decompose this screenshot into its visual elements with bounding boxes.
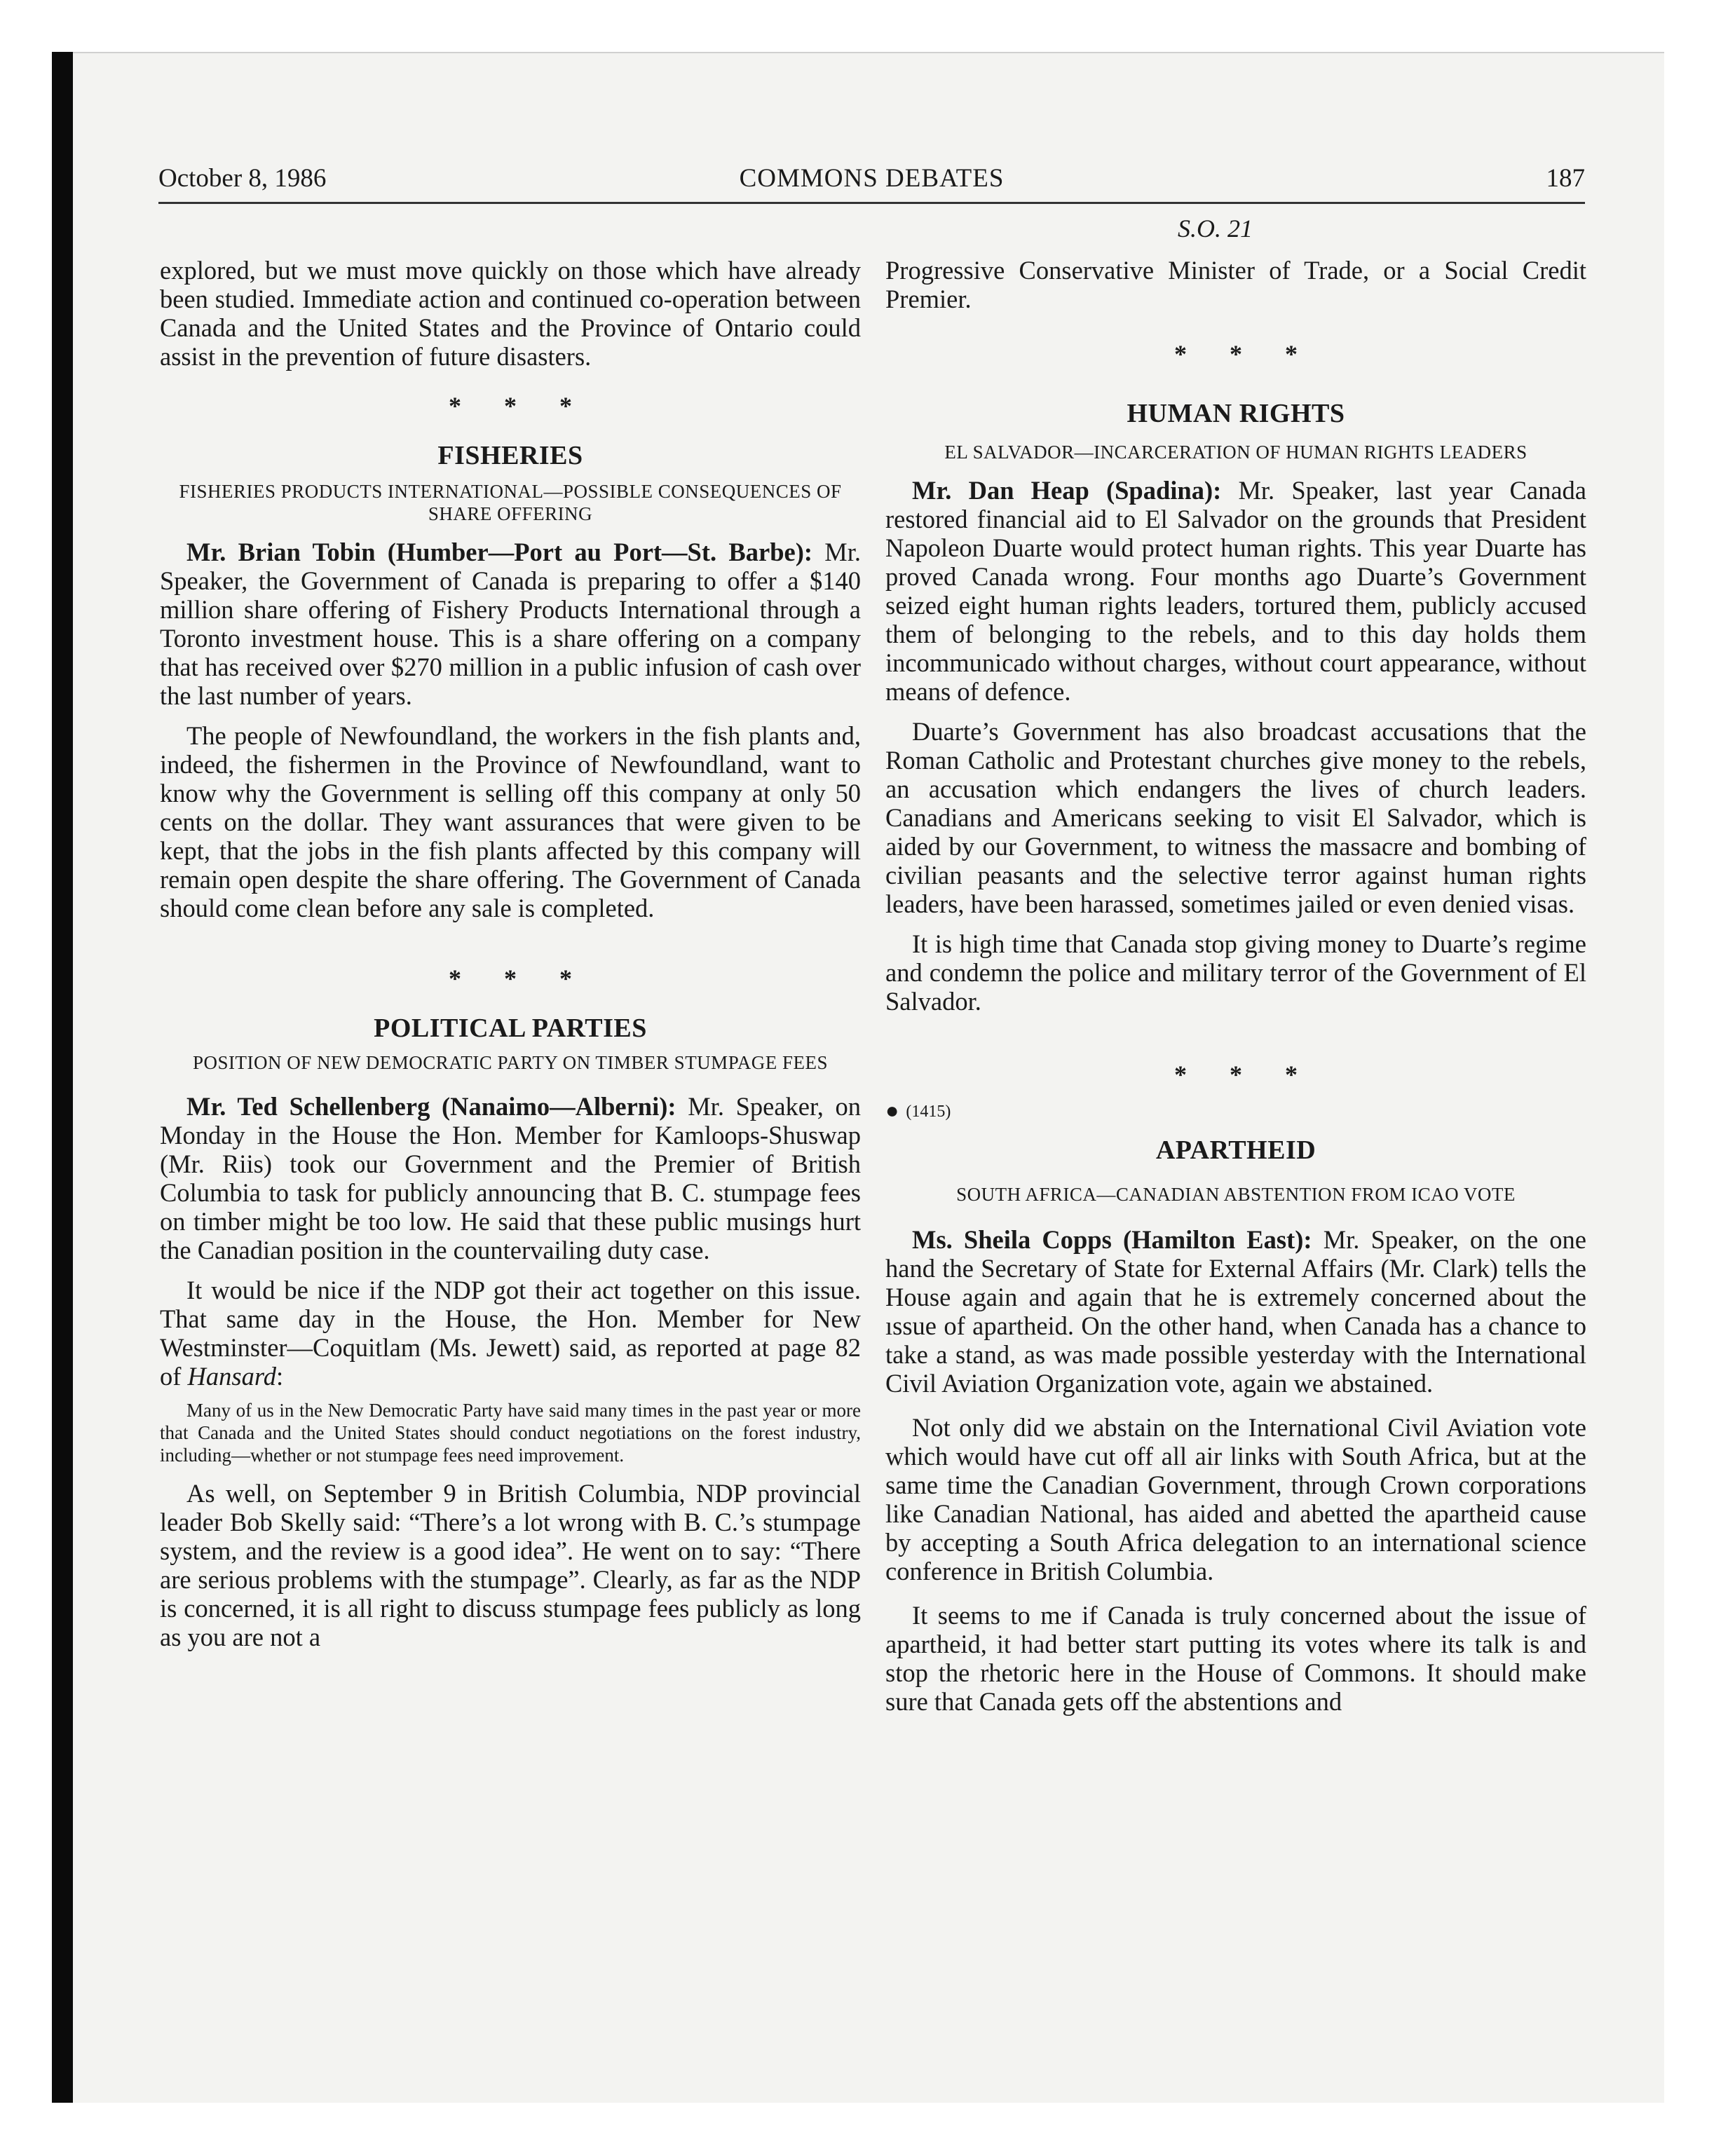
- speaker-name: Mr. Ted Schellenberg (Nanaimo—Alberni):: [186, 1092, 676, 1121]
- section-heading-apartheid: APARTHEID: [1155, 1135, 1316, 1165]
- running-header: [158, 160, 1585, 204]
- speech-paragraph: It is high time that Canada stop giving money to Duarte’s regime and condemn the police and military terror of the Government of El Salvador.: [885, 929, 1586, 1016]
- speech-text: Mr. Speaker, on Monday in the House the Hon. Member for Kamloops-Shuswap (Mr. Riis) took our Government and the Premier of British Columbia to task for publicly announcing that B. C. stumpage fees on timber might be too low. He said that these public musings hurt the Canadian position in the countervailing duty case.: [160, 1092, 861, 1264]
- subheading-apartheid: SOUTH AFRICA—CANADIAN ABSTENTION FROM ICAO VOTE: [956, 1184, 1516, 1205]
- speech-paragraph: The people of Newfoundland, the workers in the fish plants and, indeed, the fishermen in the Province of Newfoundland, want to know why the Government is selling off this company at only 50 cents on the dollar. They want assurances that were given to be kept, that the jobs in the fish plants affected by this company will remain open despite the share offering. The Government of Canada should come clean before any sale is completed.: [160, 721, 861, 922]
- header-page-number: 187: [1546, 164, 1585, 193]
- speech-paragraph: [160, 1276, 861, 1391]
- section-separator: * * *: [1174, 1060, 1316, 1089]
- continued-paragraph: explored, but we must move quickly on those which have already been studied. Immediate action and continued co-operation between Canada and the United States and the Province of Ontario could assist in the prevention of future disasters.: [160, 256, 861, 371]
- hansard-reference: Hansard: [187, 1362, 276, 1391]
- speaker-name: Mr. Brian Tobin (Humber—Port au Port—St. Barbe):: [186, 538, 812, 566]
- speech-paragraph: Not only did we abstain on the International Civil Aviation vote which would have cut off all air links with South Africa, but at the same time the Canadian Government, through Crown corporations like Canadian National, has aided and abetted the apartheid cause by accepting a South Africa delegation to an international science conference in British Columbia.: [885, 1413, 1586, 1585]
- speech-text: Mr. Speaker, the Government of Canada is preparing to offer a $140 million share offering of Fishery Products International through a Toronto investment house. This is a share offering on a company that has received over $270 million in a public infusion of cash over the last number of years.: [160, 538, 861, 710]
- scan-binding-edge: [52, 52, 73, 2103]
- speech-text: It would be nice if the NDP got their act together on this issue. That same day in the House, the Hon. Member for New Westminster—Coquitlam (Ms. Jewett) said, as reported at page 82 of: [160, 1276, 861, 1391]
- subheading-human-rights: EL SALVADOR—INCARCERATION OF HUMAN RIGHTS LEADERS: [944, 442, 1528, 463]
- time-stamp-text: (1415): [906, 1103, 951, 1121]
- time-stamp: [885, 1096, 1586, 1126]
- section-heading-fisheries: FISHERIES: [437, 441, 583, 470]
- section-heading-political-parties: POLITICAL PARTIES: [374, 1014, 647, 1043]
- speech-paragraph: Duarte’s Government has also broadcast accusations that the Roman Catholic and Protestant churches give money to the rebels, an accusation which endangers the lives of church leaders. Canadians and Americans seeking to visit El Salvador, which is aided by our Government, to witness the massacre and bombing of civilian peasants and the selective terror against human rights leaders, have been harassed, sometimes jailed or even denied visas.: [885, 717, 1586, 918]
- continued-paragraph: Progressive Conservative Minister of Trade, or a Social Credit Premier.: [885, 256, 1586, 313]
- speech-paragraph: It seems to me if Canada is truly concerned about the issue of apartheid, it had better start putting its votes where its talk is and stop the rhetoric here in the House of Commons. It should make sure that Canada gets off the abstentions and: [885, 1601, 1586, 1716]
- subheading-political-parties: POSITION OF NEW DEMOCRATIC PARTY ON TIMBER STUMPAGE FEES: [192, 1052, 828, 1073]
- punctuation: :: [275, 1362, 284, 1391]
- speaker-name: Ms. Sheila Copps (Hamilton East):: [912, 1225, 1312, 1254]
- bullet-icon: ●: [885, 1098, 899, 1123]
- header-date: October 8, 1986: [158, 164, 327, 193]
- section-separator: * * *: [449, 964, 590, 992]
- section-separator: * * *: [1174, 340, 1316, 368]
- page-top-edge: [73, 52, 1664, 53]
- section-heading-human-rights: HUMAN RIGHTS: [1127, 399, 1345, 428]
- speech-text: Mr. Speaker, on the one hand the Secretary of State for External Affairs (Mr. Clark) tells the House again and again that he is extremely concerned about the ıssue of apartheid. On the other hand, when Canada has a chance to take a stand, as was made possible yesterday with the International Civil Aviation Organization vote, again we abstained.: [885, 1225, 1587, 1398]
- speech-paragraph: [885, 1225, 1586, 1398]
- block-quote: Many of us in the New Democratic Party have said many times in the past year or more that Canada and the United States should conduct negotiations on the forest industry, including—whether or not stumpage fees need improvement.: [160, 1400, 861, 1466]
- subheading-fisheries: FISHERIES PRODUCTS INTERNATIONAL—POSSIBLE CONSEQUENCES OF SHARE OFFERING: [179, 481, 842, 524]
- header-title: COMMONS DEBATES: [739, 164, 1005, 193]
- speech-paragraph: [160, 1092, 861, 1264]
- speech-text: Mr. Speaker, last year Canada restored financial aid to El Salvador on the grounds that President Napoleon Duarte would protect human rights. This year Duarte has proved Canada wrong. Four months ago Duarte’s Government seized eight human rights leaders, tortured them, publicly accused them of belonging to the rebels, and to this day holds them incommunicado without charges, without court appearance, without means of defence.: [885, 476, 1586, 706]
- speech-paragraph: [885, 476, 1586, 706]
- section-separator: * * *: [449, 392, 590, 420]
- speech-paragraph: [160, 538, 861, 710]
- speech-paragraph: As well, on September 9 in British Columbia, NDP provincial leader Bob Skelly said: “There’s a lot wrong with B. C.’s stumpage system, and the review is a good idea”. He went on to say: “There are serious problems with the stumpage”. Clearly, as far as the NDP is concerned, it is all right to discuss stumpage fees publicly as long as you are not a: [160, 1479, 861, 1651]
- speaker-name: Mr. Dan Heap (Spadina):: [912, 476, 1222, 505]
- left-column: [160, 256, 861, 1651]
- right-column: [885, 256, 1586, 1716]
- standing-order-label: S.O. 21: [1178, 214, 1253, 243]
